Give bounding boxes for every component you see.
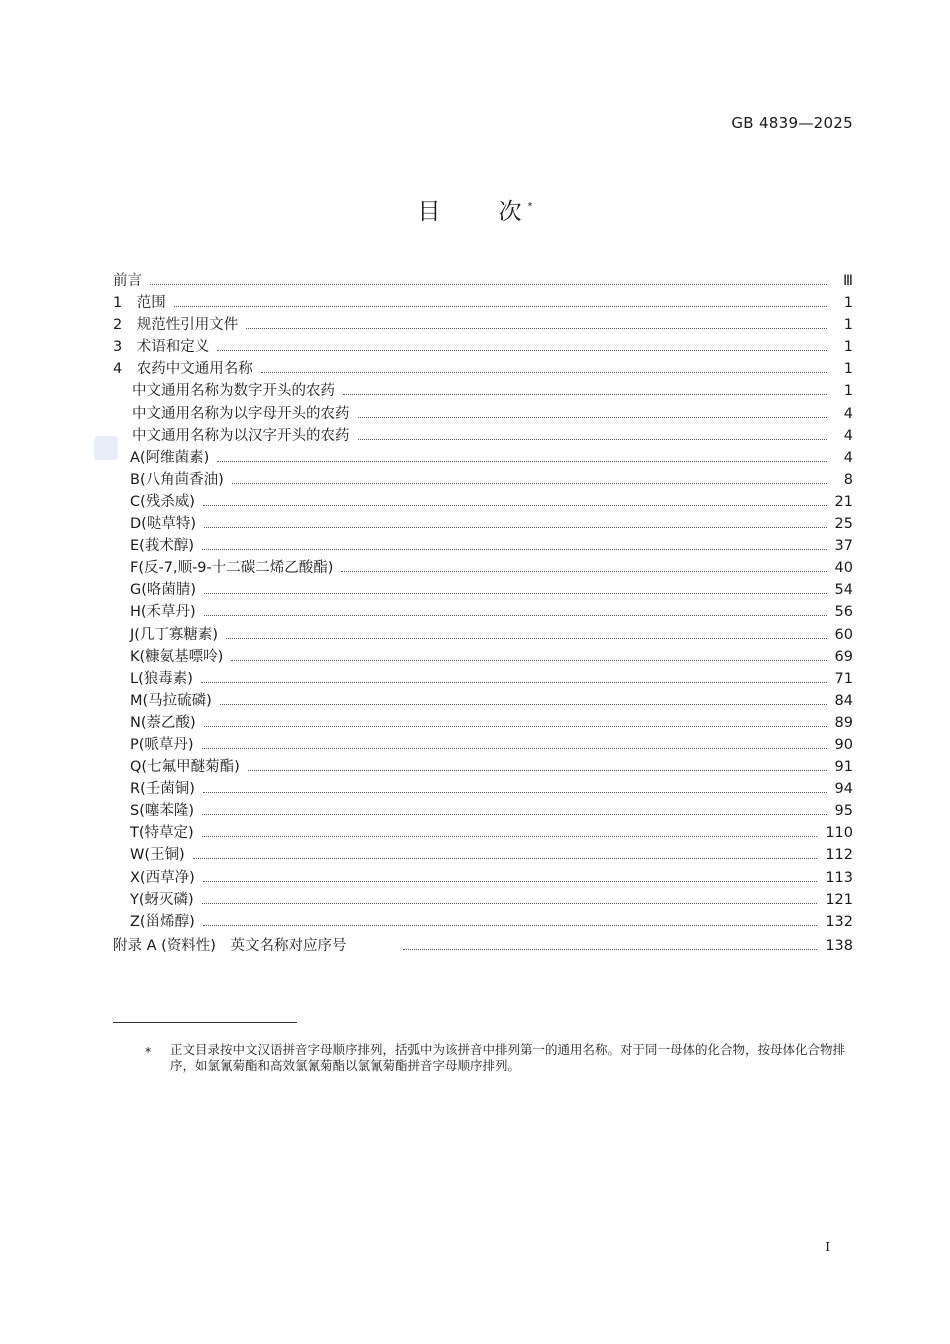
leader-dots xyxy=(231,660,826,661)
toc-entry-subsection-2[interactable] xyxy=(113,403,853,425)
toc-entry-letter-18[interactable] xyxy=(113,822,853,844)
toc-entry-section-4[interactable] xyxy=(113,358,853,380)
toc-entry-label: X(西草净) xyxy=(130,869,195,886)
toc-entry-label: 中文通用名称为以字母开头的农药 xyxy=(132,405,350,422)
toc-entry-label: Y(蚜灭磷) xyxy=(130,891,194,908)
toc-entry-page: 69 xyxy=(834,648,853,665)
toc-entry-page: 89 xyxy=(834,714,853,731)
toc-entry-letter-10[interactable] xyxy=(113,646,853,668)
toc-entry-subsection-3[interactable] xyxy=(113,425,853,447)
toc-entry-label: E(莪术醇) xyxy=(130,538,194,555)
toc-entry-letter-6[interactable] xyxy=(113,557,853,579)
leader-dots xyxy=(226,638,826,639)
toc-entry-label: G(咯菌腈) xyxy=(130,582,197,599)
toc-entry-letter-3[interactable] xyxy=(113,491,853,513)
toc-entry-label: P(哌草丹) xyxy=(130,736,194,753)
toc-entry-label: F(反-7,顺-9-十二碳二烯乙酸酯) xyxy=(130,560,334,577)
toc-entry-page: 1 xyxy=(843,361,853,378)
toc-entry-page: 4 xyxy=(843,427,853,444)
toc-entry-label: K(糠氨基嘌呤) xyxy=(130,648,224,665)
toc-entry-label: M(马拉硫磷) xyxy=(130,692,212,709)
toc-entry-page: 8 xyxy=(843,471,853,488)
footnote-text: 正文目录按中文汉语拼音字母顺序排列，括弧中为该拼音中排列第一的通用名称。对于同一母体的化合物，按母体化合物排序，如氯氰菊酯和高效氯氰菊酯以氯氰菊酯拼音字母顺序排列。 xyxy=(170,1042,846,1073)
leader-dots xyxy=(358,417,828,418)
leader-dots xyxy=(217,350,827,351)
toc-entry-page: 37 xyxy=(834,538,853,555)
toc-entry-label: 中文通用名称为数字开头的农药 xyxy=(132,383,335,400)
toc-entry-letter-14[interactable] xyxy=(113,734,853,756)
toc-entry-page: 56 xyxy=(834,604,853,621)
toc-entry-page: 1 xyxy=(843,317,853,334)
leader-dots xyxy=(358,439,828,440)
toc-entry-page: 1 xyxy=(843,295,853,312)
toc-entry-subsection-1[interactable] xyxy=(113,380,853,402)
leader-dots xyxy=(201,682,827,683)
toc-entry-letter-19[interactable] xyxy=(113,844,853,866)
leader-dots xyxy=(202,903,818,904)
toc-entry-page: Ⅲ xyxy=(843,273,853,289)
leader-dots xyxy=(261,372,827,373)
toc-entry-label: 4 农药中文通用名称 xyxy=(113,361,253,378)
toc-entry-label: 中文通用名称为以汉字开头的农药 xyxy=(132,427,350,444)
toc-entry-page: 84 xyxy=(834,692,853,709)
footnote-marker: * xyxy=(145,1044,152,1059)
toc-entry-label: 附录 A (资料性) 英文名称对应序号 xyxy=(113,937,347,954)
footnote-divider xyxy=(113,1022,297,1023)
toc-entry-page: 25 xyxy=(834,516,853,533)
toc-entry-page: 121 xyxy=(825,891,853,908)
toc-entry-label: 前言 xyxy=(113,273,142,289)
leader-dots xyxy=(203,505,827,506)
toc-entry-appendix-a[interactable] xyxy=(113,935,853,957)
leader-dots xyxy=(204,527,827,528)
toc-entry-preface[interactable] xyxy=(113,270,853,292)
toc-entry-letter-21[interactable] xyxy=(113,889,853,911)
toc-entry-page: 71 xyxy=(834,670,853,687)
toc-entry-section-1[interactable] xyxy=(113,292,853,314)
toc-entry-letter-4[interactable] xyxy=(113,513,853,535)
leader-dots xyxy=(203,792,827,793)
toc-entry-page: 110 xyxy=(825,825,853,842)
toc-entry-letter-9[interactable] xyxy=(113,624,853,646)
leader-dots xyxy=(248,770,827,771)
toc-entry-page: 4 xyxy=(843,405,853,422)
toc-entry-label: H(禾草丹) xyxy=(130,604,196,621)
toc-entry-label: N(萘乙酸) xyxy=(130,714,196,731)
toc-entry-letter-1[interactable] xyxy=(113,447,853,469)
leader-dots xyxy=(204,726,827,727)
toc-entry-label: R(壬菌铜) xyxy=(130,781,195,798)
toc-entry-letter-12[interactable] xyxy=(113,690,853,712)
toc-entry-page: 1 xyxy=(843,383,853,400)
toc-entry-page: 95 xyxy=(834,803,853,820)
toc-entry-page: 4 xyxy=(843,449,853,466)
toc-entry-page: 112 xyxy=(825,847,853,864)
toc-entry-label: L(狼毒素) xyxy=(130,670,193,687)
title-char-2: 次 xyxy=(498,199,522,225)
toc-entry-page: 90 xyxy=(834,736,853,753)
toc-entry-label: D(哒草特) xyxy=(130,516,196,533)
leader-dots xyxy=(403,949,817,950)
leader-dots xyxy=(204,615,827,616)
toc-entry-label: W(王铜) xyxy=(130,847,185,864)
toc-entry-label: J(几丁寡糖素) xyxy=(130,626,219,643)
toc-entry-page: 91 xyxy=(834,759,853,776)
toc-entry-label: A(阿维菌素) xyxy=(130,449,210,466)
leader-dots xyxy=(341,571,826,572)
footnote xyxy=(145,1042,853,1074)
leader-dots xyxy=(203,881,818,882)
leader-dots xyxy=(220,704,827,705)
toc-entry-label: 3 术语和定义 xyxy=(113,339,210,356)
toc-entry-label: B(八角茴香油) xyxy=(130,471,224,488)
page-title xyxy=(0,193,950,226)
toc-entry-page: 138 xyxy=(825,937,853,954)
toc-entry-label: T(特草定) xyxy=(130,825,194,842)
table-of-contents xyxy=(113,270,853,957)
toc-entry-letter-7[interactable] xyxy=(113,579,853,601)
toc-entry-label: C(残杀威) xyxy=(130,493,195,510)
leader-dots xyxy=(217,461,827,462)
leader-dots xyxy=(343,394,827,395)
toc-entry-letter-5[interactable] xyxy=(113,535,853,557)
toc-entry-letter-13[interactable] xyxy=(113,712,853,734)
leader-dots xyxy=(203,925,818,926)
leader-dots xyxy=(232,483,827,484)
toc-entry-letter-22[interactable] xyxy=(113,911,853,933)
toc-entry-letter-17[interactable] xyxy=(113,800,853,822)
leader-dots xyxy=(202,748,827,749)
toc-entry-page: 1 xyxy=(843,339,853,356)
leader-dots xyxy=(174,306,827,307)
toc-entry-page: 40 xyxy=(834,560,853,577)
toc-entry-letter-20[interactable] xyxy=(113,867,853,889)
title-footnote-marker: * xyxy=(527,201,533,212)
leader-dots xyxy=(150,284,827,285)
toc-entry-page: 132 xyxy=(825,913,853,930)
toc-entry-letter-2[interactable] xyxy=(113,469,853,491)
leader-dots xyxy=(193,858,818,859)
toc-entry-section-3[interactable] xyxy=(113,336,853,358)
leader-dots xyxy=(202,549,827,550)
toc-entry-letter-15[interactable] xyxy=(113,756,853,778)
toc-entry-label: 2 规范性引用文件 xyxy=(113,317,239,334)
toc-entry-label: 1 范围 xyxy=(113,295,166,312)
toc-entry-page: 113 xyxy=(825,869,853,886)
toc-entry-letter-16[interactable] xyxy=(113,778,853,800)
toc-entry-label: S(噻苯隆) xyxy=(130,803,195,820)
toc-entry-label: Z(甾烯醇) xyxy=(130,913,195,930)
page-number: Ⅰ xyxy=(825,1240,830,1254)
toc-entry-section-2[interactable] xyxy=(113,314,853,336)
toc-entry-page: 94 xyxy=(834,781,853,798)
title-char-1: 目 xyxy=(417,199,441,225)
toc-entry-letter-8[interactable] xyxy=(113,601,853,623)
toc-entry-letter-11[interactable] xyxy=(113,668,853,690)
standard-code: GB 4839—2025 xyxy=(731,114,853,132)
leader-dots xyxy=(202,814,827,815)
leader-dots xyxy=(202,836,818,837)
leader-dots xyxy=(246,328,827,329)
leader-dots xyxy=(204,593,826,594)
toc-entry-label: Q(七氟甲醚菊酯) xyxy=(130,759,240,776)
toc-entry-page: 54 xyxy=(834,582,853,599)
toc-entry-page: 21 xyxy=(834,493,853,510)
toc-entry-page: 60 xyxy=(834,626,853,643)
